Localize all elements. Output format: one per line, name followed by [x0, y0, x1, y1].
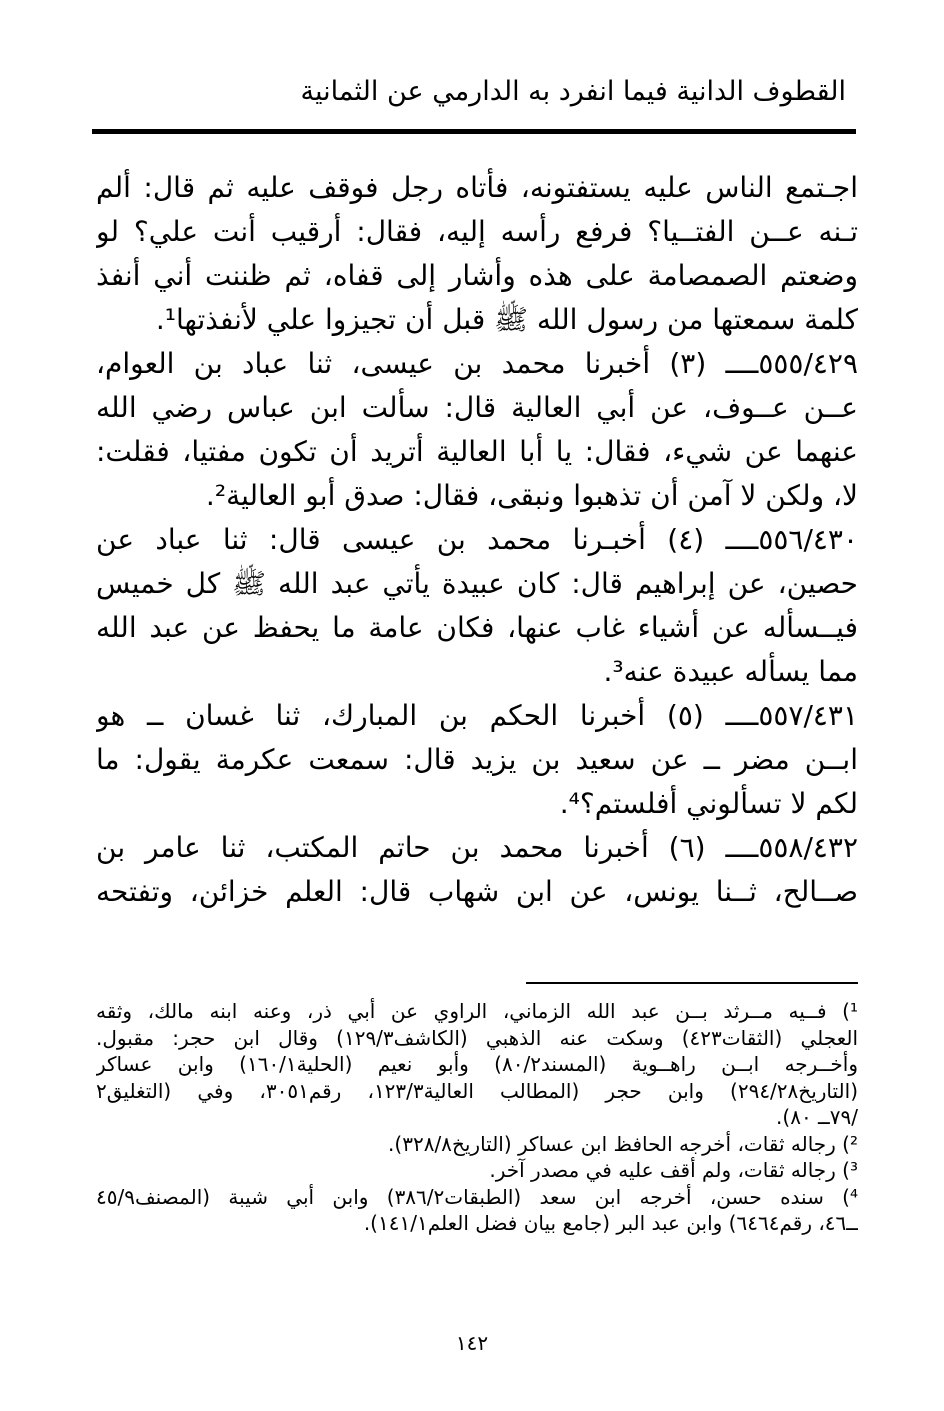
footnote-line: ²) رجاله ثقات، أخرجه الحافظ ابن عساكر (التاريخ٣٢٨/٨). — [388, 1131, 858, 1156]
footnote-separator — [526, 982, 858, 984]
footnotes — [96, 998, 858, 1237]
text-line: لكم لا تسألوني أفلستم؟⁴. — [559, 787, 858, 820]
footnote-line: ³) رجاله ثقات، ولم أقف عليه في مصدر آخر. — [489, 1158, 858, 1182]
text-line: ابــن مضر ــ عن سعيد بن يزيد قال: سمعت عكرمة يقول: ما — [96, 743, 858, 776]
text-line: اجـتمع الناس عليه يستفتونه، فأتاه رجل فوقف عليه ثم قال: ألم — [96, 171, 858, 204]
text-line: لا، ولكن لا آمن أن تذهبوا ونبقى، فقال: صدق أبو العالية². — [205, 479, 858, 512]
footnote-line: /٧٩ــ ٨٠). — [776, 1105, 858, 1129]
text-line: ٥٥٦/٤٣٠ــــ (٤) أخبـرنا محمد بن عيسى قال: ثنا عباد عن — [96, 523, 858, 556]
text-line: ٥٥٨/٤٣٢ــــ (٦) أخبرنا محمد بن حاتم المكتب، ثنا عامر بن — [96, 831, 858, 864]
text-line: صــالح، ثــنا يونس، عن ابن شهاب قال: العلم خزائن، وتفتحه — [96, 875, 858, 908]
header-rule — [92, 129, 856, 134]
main-text — [96, 166, 858, 914]
text-line: كلمة سمعتها من رسول الله ﷺ قبل أن تجيزوا علي لأنفذتها¹. — [155, 303, 858, 336]
footnote-line: ــ٤٦، رقم٦٤٦٤) وابن عبد البر (جامع بيان فضل العلم١٤١/١). — [363, 1211, 858, 1235]
text-line: عنهما عن شيء، فقال: يا أبا العالية أتريد أن تكون مفتيا، فقلت: — [96, 435, 858, 468]
page-number: ١٤٢ — [455, 1331, 489, 1355]
footnote-line: ⁴) سنده حسن، أخرجه ابن سعد (الطبقات٣٨٦/٢) وابن أبي شيبة (المصنف٤٥/٩ — [96, 1184, 858, 1209]
running-header: القطوف الدانية فيما انفرد به الدارمي عن الثمانية — [300, 76, 846, 107]
text-line: حصين، عن إبراهيم قال: كان عبيدة يأتي عبد الله ﷺ كل خميس — [96, 567, 858, 600]
footnote-line: العجلي (الثقات٤٢٣) وسكت عنه الذهبي (الكاشف١٢٩/٣) وقال ابن حجر: مقبول. — [96, 1025, 858, 1050]
footnote-line: (التاريخ٢٩٤/٢٨) وابن حجر (المطالب العالية١٢٣/٣، رقم٣٠٥١، وفي (التغليق٢ — [96, 1078, 858, 1103]
text-line: ٥٥٥/٤٢٩ــــ (٣) أخبرنا محمد بن عيسى، ثنا عباد بن العوام، — [96, 347, 858, 380]
text-line: ٥٥٧/٤٣١ــــ (٥) أخبرنا الحكم بن المبارك، ثنا غسان ــ هو — [96, 699, 858, 732]
text-line: وضعتم الصمصامة على هذه وأشار إلى قفاه، ثم ظننت أني أنفذ — [96, 259, 858, 292]
text-line: تـنه عــن الفتــيا؟ فرفع رأسه إليه، فقال: أرقيب أنت علي؟ لو — [96, 215, 858, 248]
text-line: فيــسأله عن أشياء غاب عنها، فكان عامة ما يحفظ عن عبد الله — [96, 611, 858, 644]
text-line: مما يسأله عبيدة عنه³. — [603, 655, 858, 688]
footnote-line: ¹) فــيه مــرثد بــن عبد الله الزماني، الراوي عن أبي ذر، وعنه ابنه مالك، وثقه — [96, 999, 858, 1023]
text-line: عــن عــوف، عن أبي العالية قال: سألت ابن عباس رضي الله — [96, 391, 858, 424]
footnote-line: وأخــرجه ابــن راهــوية (المسند٨٠/٢) وأبو نعيم (الحلية١٦٠/١) وابن عساكر — [96, 1052, 858, 1076]
